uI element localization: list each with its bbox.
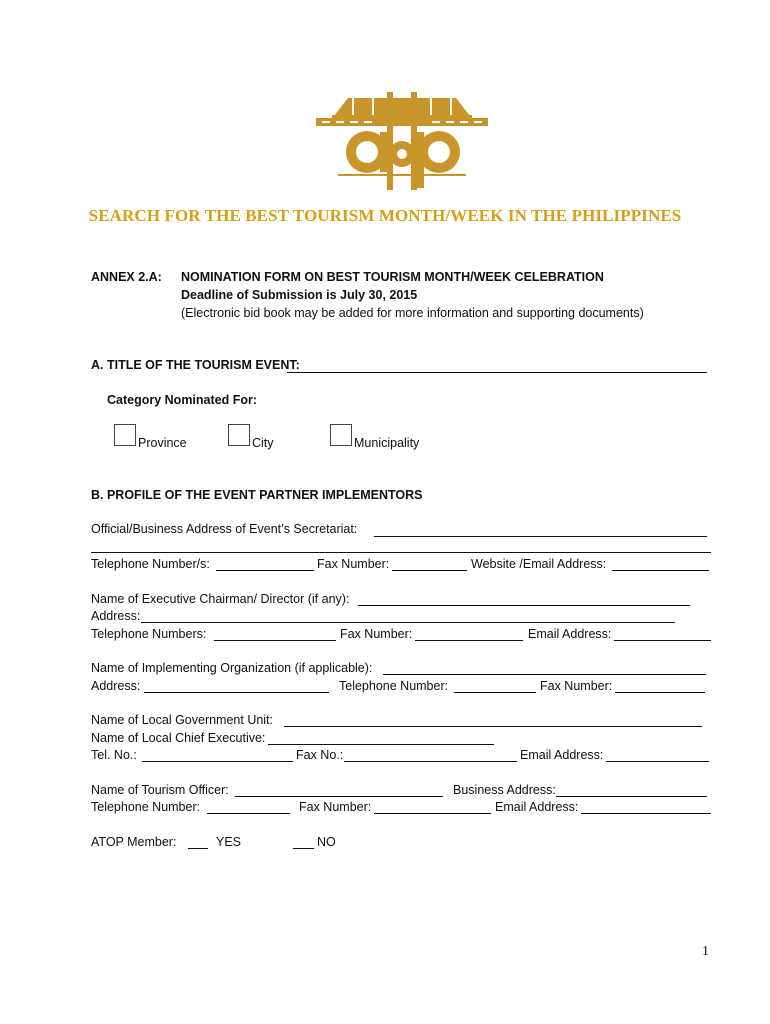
atop-yes-field[interactable] — [188, 848, 208, 849]
lgu-tel-label: Tel. No.: — [91, 748, 137, 762]
chairman-address-field[interactable] — [141, 622, 675, 623]
municipality-label: Municipality — [354, 436, 420, 450]
telephone-field[interactable] — [216, 570, 314, 571]
lgu-email-field[interactable] — [606, 761, 709, 762]
lgu-tel-field[interactable] — [142, 761, 293, 762]
lgu-label: Name of Local Government Unit: — [91, 713, 274, 727]
org-telephone-field[interactable] — [454, 692, 536, 693]
secretariat-address-label: Official/Business Address of Event’s Secretariat: — [91, 522, 358, 536]
website-field[interactable] — [612, 570, 709, 571]
atop-no-label: NO — [317, 835, 336, 849]
officer-fax-label: Fax Number: — [299, 800, 372, 814]
org-fax-label: Fax Number: — [540, 679, 613, 693]
lgu-field[interactable] — [284, 726, 702, 727]
tourism-officer-field[interactable] — [235, 796, 443, 797]
chairman-fax-label: Fax Number: — [340, 627, 413, 641]
page-title: SEARCH FOR THE BEST TOURISM MONTH/WEEK IN THE PHILIPPINES — [88, 206, 682, 225]
municipality-checkbox[interactable] — [330, 424, 352, 446]
bid-book-note: (Electronic bid book may be added for more information and supporting documents) — [181, 306, 644, 320]
officer-telephone-field[interactable] — [207, 813, 290, 814]
fax-field[interactable] — [392, 570, 467, 571]
tourism-officer-label: Name of Tourism Officer: — [91, 783, 229, 797]
officer-fax-field[interactable] — [374, 813, 491, 814]
secretariat-address-field-2[interactable] — [91, 552, 711, 553]
secretariat-address-field[interactable] — [374, 536, 707, 537]
city-label: City — [252, 436, 274, 450]
website-label: Website /Email Address: — [471, 557, 607, 571]
event-title-field[interactable] — [287, 372, 707, 373]
implementing-org-field[interactable] — [383, 674, 706, 675]
section-b-heading: B. PROFILE OF THE EVENT PARTNER IMPLEMENTORS — [91, 488, 423, 502]
org-address-field[interactable] — [144, 692, 329, 693]
business-address-label: Business Address: — [453, 783, 556, 797]
chief-exec-field[interactable] — [268, 744, 494, 745]
fax-label: Fax Number: — [317, 557, 390, 571]
deadline-text: Deadline of Submission is July 30, 2015 — [181, 288, 418, 302]
chairman-field[interactable] — [358, 605, 690, 606]
chairman-fax-field[interactable] — [415, 640, 523, 641]
officer-telephone-label: Telephone Number: — [91, 800, 201, 814]
lgu-email-label: Email Address: — [520, 748, 604, 762]
chairman-telephone-field[interactable] — [214, 640, 336, 641]
chairman-email-label: Email Address: — [528, 627, 612, 641]
annex-heading: NOMINATION FORM ON BEST TOURISM MONTH/WEEK CELEBRATION — [181, 270, 604, 284]
telephone-label: Telephone Number/s: — [91, 557, 210, 571]
event-title-label: A. TITLE OF THE TOURISM EVENT: — [91, 358, 300, 372]
atop-no-field[interactable] — [293, 848, 314, 849]
page-number: 1 — [702, 944, 709, 959]
atop-yes-label: YES — [216, 835, 242, 849]
org-telephone-label: Telephone Number: — [339, 679, 449, 693]
dap-logo — [312, 92, 492, 192]
business-address-field[interactable] — [556, 796, 707, 797]
org-fax-field[interactable] — [615, 692, 705, 693]
org-address-label: Address: — [91, 679, 141, 693]
implementing-org-label: Name of Implementing Organization (if applicable): — [91, 661, 373, 675]
category-label: Category Nominated For: — [107, 393, 258, 407]
chairman-email-field[interactable] — [614, 640, 711, 641]
atop-label: ATOP Member: — [91, 835, 177, 849]
province-label: Province — [138, 436, 187, 450]
officer-email-label: Email Address: — [495, 800, 579, 814]
chairman-telephone-label: Telephone Numbers: — [91, 627, 207, 641]
chairman-label: Name of Executive Chairman/ Director (if any): — [91, 592, 350, 606]
lgu-fax-field[interactable] — [344, 761, 517, 762]
chief-exec-label: Name of Local Chief Executive: — [91, 731, 266, 745]
officer-email-field[interactable] — [581, 813, 711, 814]
annex-label: ANNEX 2.A: — [91, 270, 162, 284]
chairman-address-label: Address: — [91, 609, 141, 623]
lgu-fax-label: Fax No.: — [296, 748, 344, 762]
city-checkbox[interactable] — [228, 424, 250, 446]
province-checkbox[interactable] — [114, 424, 136, 446]
